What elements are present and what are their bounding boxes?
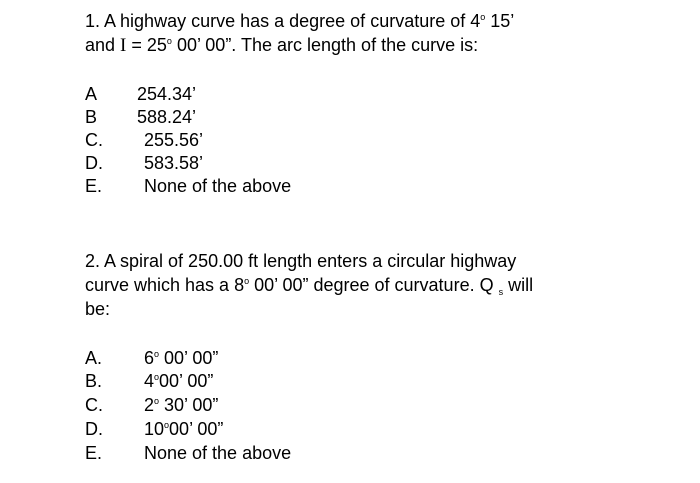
- q1-line-1-text: 1. A highway curve has a degree of curvature of 4: [85, 11, 481, 31]
- q2-line-2-a: curve which has a 8: [85, 275, 245, 295]
- q2-choice-d-value: [144, 418, 223, 443]
- q1-line-2-c: 00’ 00”. The arc length of the curve is:: [171, 35, 479, 55]
- degree-symbol: o: [244, 276, 250, 286]
- value-rest: 00’ 00”: [169, 419, 224, 439]
- q1-line-1-minutes: 15’: [485, 11, 515, 31]
- q1-line-2: [85, 34, 478, 59]
- q1-choice-a-letter: A: [85, 84, 98, 104]
- value-rest: 00’ 00”: [159, 371, 214, 391]
- q1-choice-b-value: 588.24’: [137, 107, 197, 127]
- q2-choice-a-letter: A.: [85, 348, 103, 368]
- q2-choice-b-letter: B.: [85, 371, 103, 391]
- q1-line-1: [85, 10, 514, 35]
- degree-symbol: o: [154, 372, 160, 382]
- q2-line-3: be:: [85, 299, 111, 319]
- value-degrees: 2: [144, 395, 155, 415]
- q1-choice-a-value: 254.34’: [137, 84, 197, 104]
- q2-line-2-c: will: [503, 275, 534, 295]
- degree-symbol: o: [154, 349, 160, 359]
- value-degrees: 6: [144, 348, 155, 368]
- degree-symbol: o: [480, 12, 486, 22]
- subscript-s: s: [498, 287, 504, 297]
- intersection-angle-symbol: I: [120, 35, 127, 56]
- q2-choice-c-value: [144, 394, 218, 419]
- q2-choice-e-value: [144, 442, 291, 464]
- q2-choice-e-letter: E.: [85, 443, 103, 463]
- q1-line-2-b: = 25: [126, 35, 167, 55]
- q2-choice-b-value: [144, 370, 213, 395]
- q1-choice-c-letter: C.: [85, 130, 103, 150]
- q1-choice-b-letter: B: [85, 107, 98, 127]
- q2-choice-d-letter: D.: [85, 419, 103, 439]
- degree-symbol: o: [154, 396, 160, 406]
- value-rest: 30’ 00”: [159, 395, 219, 415]
- q1-line-2-a: and: [85, 35, 121, 55]
- q1-choice-d-value: 583.58’: [144, 153, 204, 173]
- degree-symbol: o: [166, 36, 172, 46]
- q2-line-1: 2. A spiral of 250.00 ft length enters a circular highway: [85, 251, 517, 271]
- q2-choice-c-letter: C.: [85, 395, 103, 415]
- q2-choice-a-value: [144, 347, 218, 372]
- q2-line-2: [85, 274, 533, 299]
- degree-symbol: o: [164, 420, 170, 430]
- value-text: None of the above: [144, 443, 292, 463]
- q1-choice-c-value: 255.56’: [144, 130, 204, 150]
- value-rest: 00’ 00”: [159, 348, 219, 368]
- q2-line-2-b: 00’ 00” degree of curvature. Q: [249, 275, 499, 295]
- value-degrees: 4: [144, 371, 155, 391]
- q1-choice-e-letter: E.: [85, 176, 103, 196]
- value-degrees: 10: [144, 419, 165, 439]
- q1-choice-e-value: None of the above: [144, 176, 292, 196]
- q1-choice-d-letter: D.: [85, 153, 103, 173]
